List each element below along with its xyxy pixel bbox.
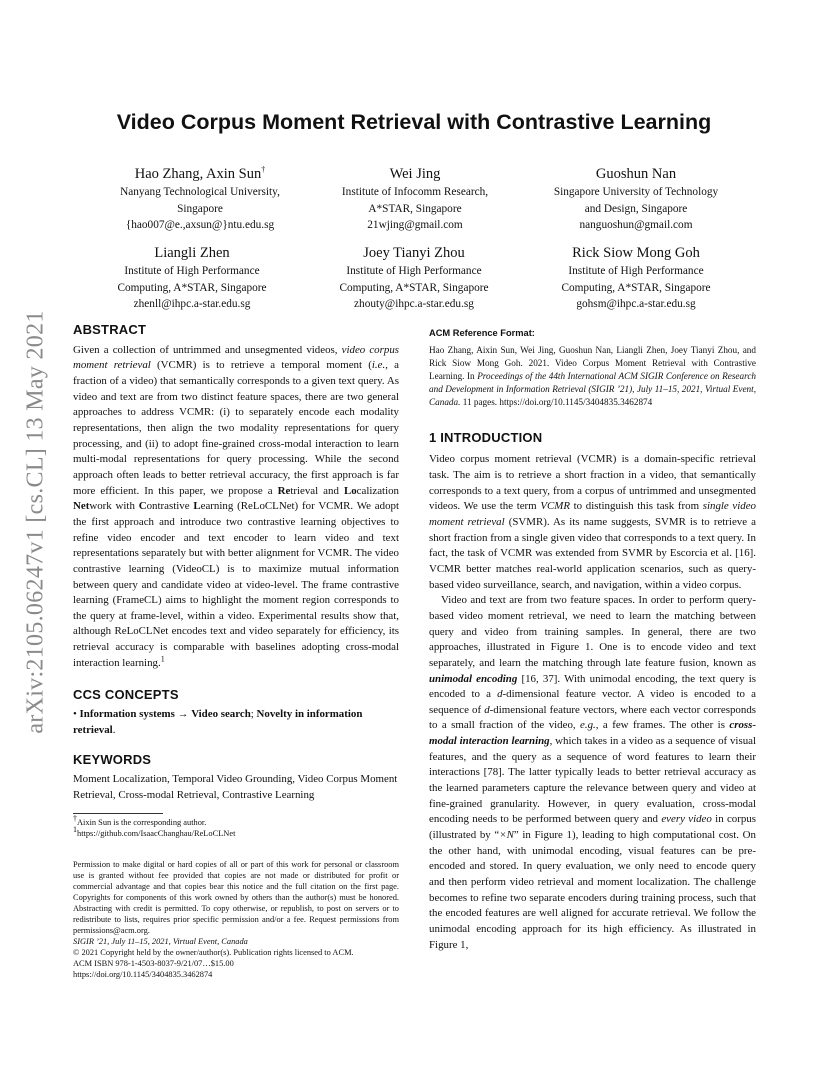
intro-heading: 1 INTRODUCTION [429, 429, 543, 445]
acm-ref-text: Hao Zhang, Aixin Sun, Wei Jing, Guoshun Nan, Liangli Zhen, Joey Tianyi Zhou, and Rick Siow Mong Goh. 2021. Video Corpus Moment Retrieval with Contrastive Learning. In Proceedings of the 44th International ACM SIGIR Conference on Research and Development in Information Retrieval (SIGIR ’21), July 11–15, 2021, Virtual Event, Canada. 11 pages. https://doi.org/10.1145/3404835.3462874 [429, 344, 756, 408]
author-affiliation: A*STAR, Singapore [368, 202, 462, 215]
ccs-concepts: • Information systems → Video search; Novelty in information retrieval. [73, 708, 363, 736]
intro-paragraph-2: Video and text are from two feature spaces. In order to perform query-based video moment retrieval, we need to learn the matching between query and video from training samples. In general, there are two approaches, illustrated in Figure 1. One is to encode video and text separately, and learn the matching through late feature fusion, known as unimodal encoding [16, 37]. With unimodal encoding, the text query is encoded to a d-dimensional feature vector. A video is encoded to a sequence of d-dimensional feature vectors, where each vector corresponds to a small fraction of the video, e.g., a few frames. The other is cross-modal interaction learning, which takes in a video as a sequence of visual features, and the query as a sequence of word features to learn their interactions [78]. The latter typically leads to better retrieval accuracy as the learned parameters capture the relevance between query and video at fine-grained granularity. However, in query evaluation, cross-modal encoding needs to be performed between query and every video in corpus (illustrated by “×N” in Figure 1), leading to high computational cost. On the other hand, with unimodal encoding, visual features can be pre-encoded and stored. In query evaluation, we only need to encode query and then perform video retrieval and moment localization. The challenge becomes to refine two separate encoders during training process, such that the encoded features are well aligned for accurate retrieval. We follow the unimodal encoding approach for its high efficiency. As illustrated in Figure 1, [429, 594, 757, 951]
copyright-line: © 2021 Copyright held by the owner/author(s). Publication rights licensed to ACM. [73, 948, 354, 958]
footnote-rule [73, 813, 163, 814]
abstract-text: Given a collection of untrimmed and unsegmented videos, video corpus moment retrieval (VCMR) is to retrieve a temporal moment (i.e., a fraction of a video) that semantically corresponds to a given text query. As video and text are from two distinct feature spaces, there are two general approaches to address VCMR: (i) to separately encode each modality representations, then align the two modality representations for query processing, and (ii) to adopt fine-grained cross-modal interaction to learn multi-modal representations for query processing. While the second approach often leads to better retrieval accuracy, the first approach is far more efficient. In this paper, we propose a Retrieval and Localization Network with Contrastive Learning (ReLoCLNet) for VCMR. We adopt the first approach and introduce two contrastive learning objectives to refine video encoder and text encoder to learn video and text representations separately but with better alignment for VCMR. The video contrastive learning (VideoCL) is to maximize mutual information between query and candidate video at video-level. The frame contrastive learning (FrameCL) aims to highlight the moment region corresponds to the query at frame-level, within a video. Experimental results show that, although ReLoCLNet encodes text and video separately for efficiency, its retrieval accuracy is comparable with baselines adopting cross-modal interaction learning.$^1$ [73, 343, 399, 669]
author-email: zhouty@ihpc.a-star.edu.sg [354, 298, 474, 310]
author-name: Wei Jing [389, 166, 441, 182]
author-mark: † [261, 165, 266, 175]
author-email: zhenll@ihpc.a-star.edu.sg [133, 298, 251, 310]
author-affiliation: Computing, A*STAR, Singapore [117, 281, 267, 294]
author-email: nanguoshun@gmail.com [579, 219, 693, 231]
author-email: {hao007@e.,axsun@}ntu.edu.sg [125, 219, 275, 231]
author-block-5 [294, 243, 534, 313]
arxiv-identifier-text: arXiv:2105.06247v1 [cs.CL] 13 May 2021 [22, 310, 49, 734]
author-block-6 [516, 243, 756, 313]
author-email: 21wjing@gmail.com [367, 219, 463, 231]
author-affiliation: and Design, Singapore [584, 202, 688, 215]
author-affiliation: Nanyang Technological University, [120, 186, 280, 198]
author-affiliation: Singapore University of Technology [553, 186, 719, 198]
ccs-heading: CCS CONCEPTS [73, 687, 179, 703]
author-block-3 [516, 164, 756, 234]
author-email: gohsm@ihpc.a-star.edu.sg [576, 298, 696, 310]
author-affiliation: Institute of High Performance [124, 265, 260, 277]
arxiv-identifier [22, 282, 50, 762]
author-block-1 [80, 164, 320, 234]
author-block-4 [72, 243, 312, 313]
paper-title: Video Corpus Moment Retrieval with Contrastive Learning [116, 110, 712, 134]
author-block-2 [295, 164, 535, 234]
author-affiliation: Institute of High Performance [346, 265, 482, 277]
doi-line: https://doi.org/10.1145/3404835.3462874 [73, 970, 213, 980]
author-name: Guoshun Nan [595, 166, 677, 182]
intro-paragraph-1: Video corpus moment retrieval (VCMR) is a domain-specific retrieval task. The aim is to retrieve a short fraction in a video, that semantically corresponds to a text query, from a corpus of untrimmed and unsegmented videos. We use the term VCMR to distinguish this task from single video moment retrieval (SVMR). As its name suggests, SVMR is to retrieve a short fraction from a single given video that corresponds to a text query. In fact, the task of VCMR was extended from SVMR by Escorcia et al. [16]. VCMR better matches real-world application scenarios, such as query-based video surveillance, search, and navigation, within a video corpus. [429, 453, 757, 591]
right-column [429, 326, 756, 953]
permission-notice: Permission to make digital or hard copies of all or part of this work for personal or classroom use is granted without fee provided that copies are not made or distributed for profit or commercial advantage and that copies bear this notice and the full citation on the first page. Copyrights for components of this work owned by others than the author(s) must be honored. Abstracting with credit is permitted. To copy otherwise, or republish, to post on servers or to redistribute to lists, requires prior specific permission and/or a fee. Request permissions from permissions@acm.org. [73, 860, 399, 936]
author-name: Hao Zhang, Axin Sun [134, 166, 262, 182]
footnote-mark: 1 [160, 654, 165, 664]
acm-ref-heading: ACM Reference Format: [429, 328, 535, 338]
venue-line: SIGIR ’21, July 11–15, 2021, Virtual Event, Canada [73, 937, 248, 947]
author-affiliation: Institute of Infocomm Research, [341, 186, 489, 198]
keywords-text: Moment Localization, Temporal Video Grounding, Video Corpus Moment Retrieval, Cross-modal Retrieval, Contrastive Learning [73, 773, 398, 801]
author-name: Rick Siow Mong Goh [572, 245, 700, 261]
keywords-heading: KEYWORDS [73, 752, 152, 768]
author-name: Joey Tianyi Zhou [363, 245, 465, 261]
isbn-line: ACM ISBN 978-1-4503-8037-9/21/07…$15.00 [73, 959, 234, 969]
author-affiliation: Singapore [177, 202, 223, 215]
left-column [73, 322, 399, 980]
author-affiliation: Computing, A*STAR, Singapore [339, 281, 489, 294]
abstract-heading: ABSTRACT [73, 322, 147, 337]
footnote-author: †Aixin Sun is the corresponding author. [73, 814, 207, 828]
author-name: Liangli Zhen [154, 245, 230, 261]
author-affiliation: Institute of High Performance [568, 265, 704, 277]
author-affiliation: Computing, A*STAR, Singapore [561, 281, 711, 294]
footnote-url: 1https://github.com/IsaacChanghau/ReLoCLNet [73, 825, 236, 839]
